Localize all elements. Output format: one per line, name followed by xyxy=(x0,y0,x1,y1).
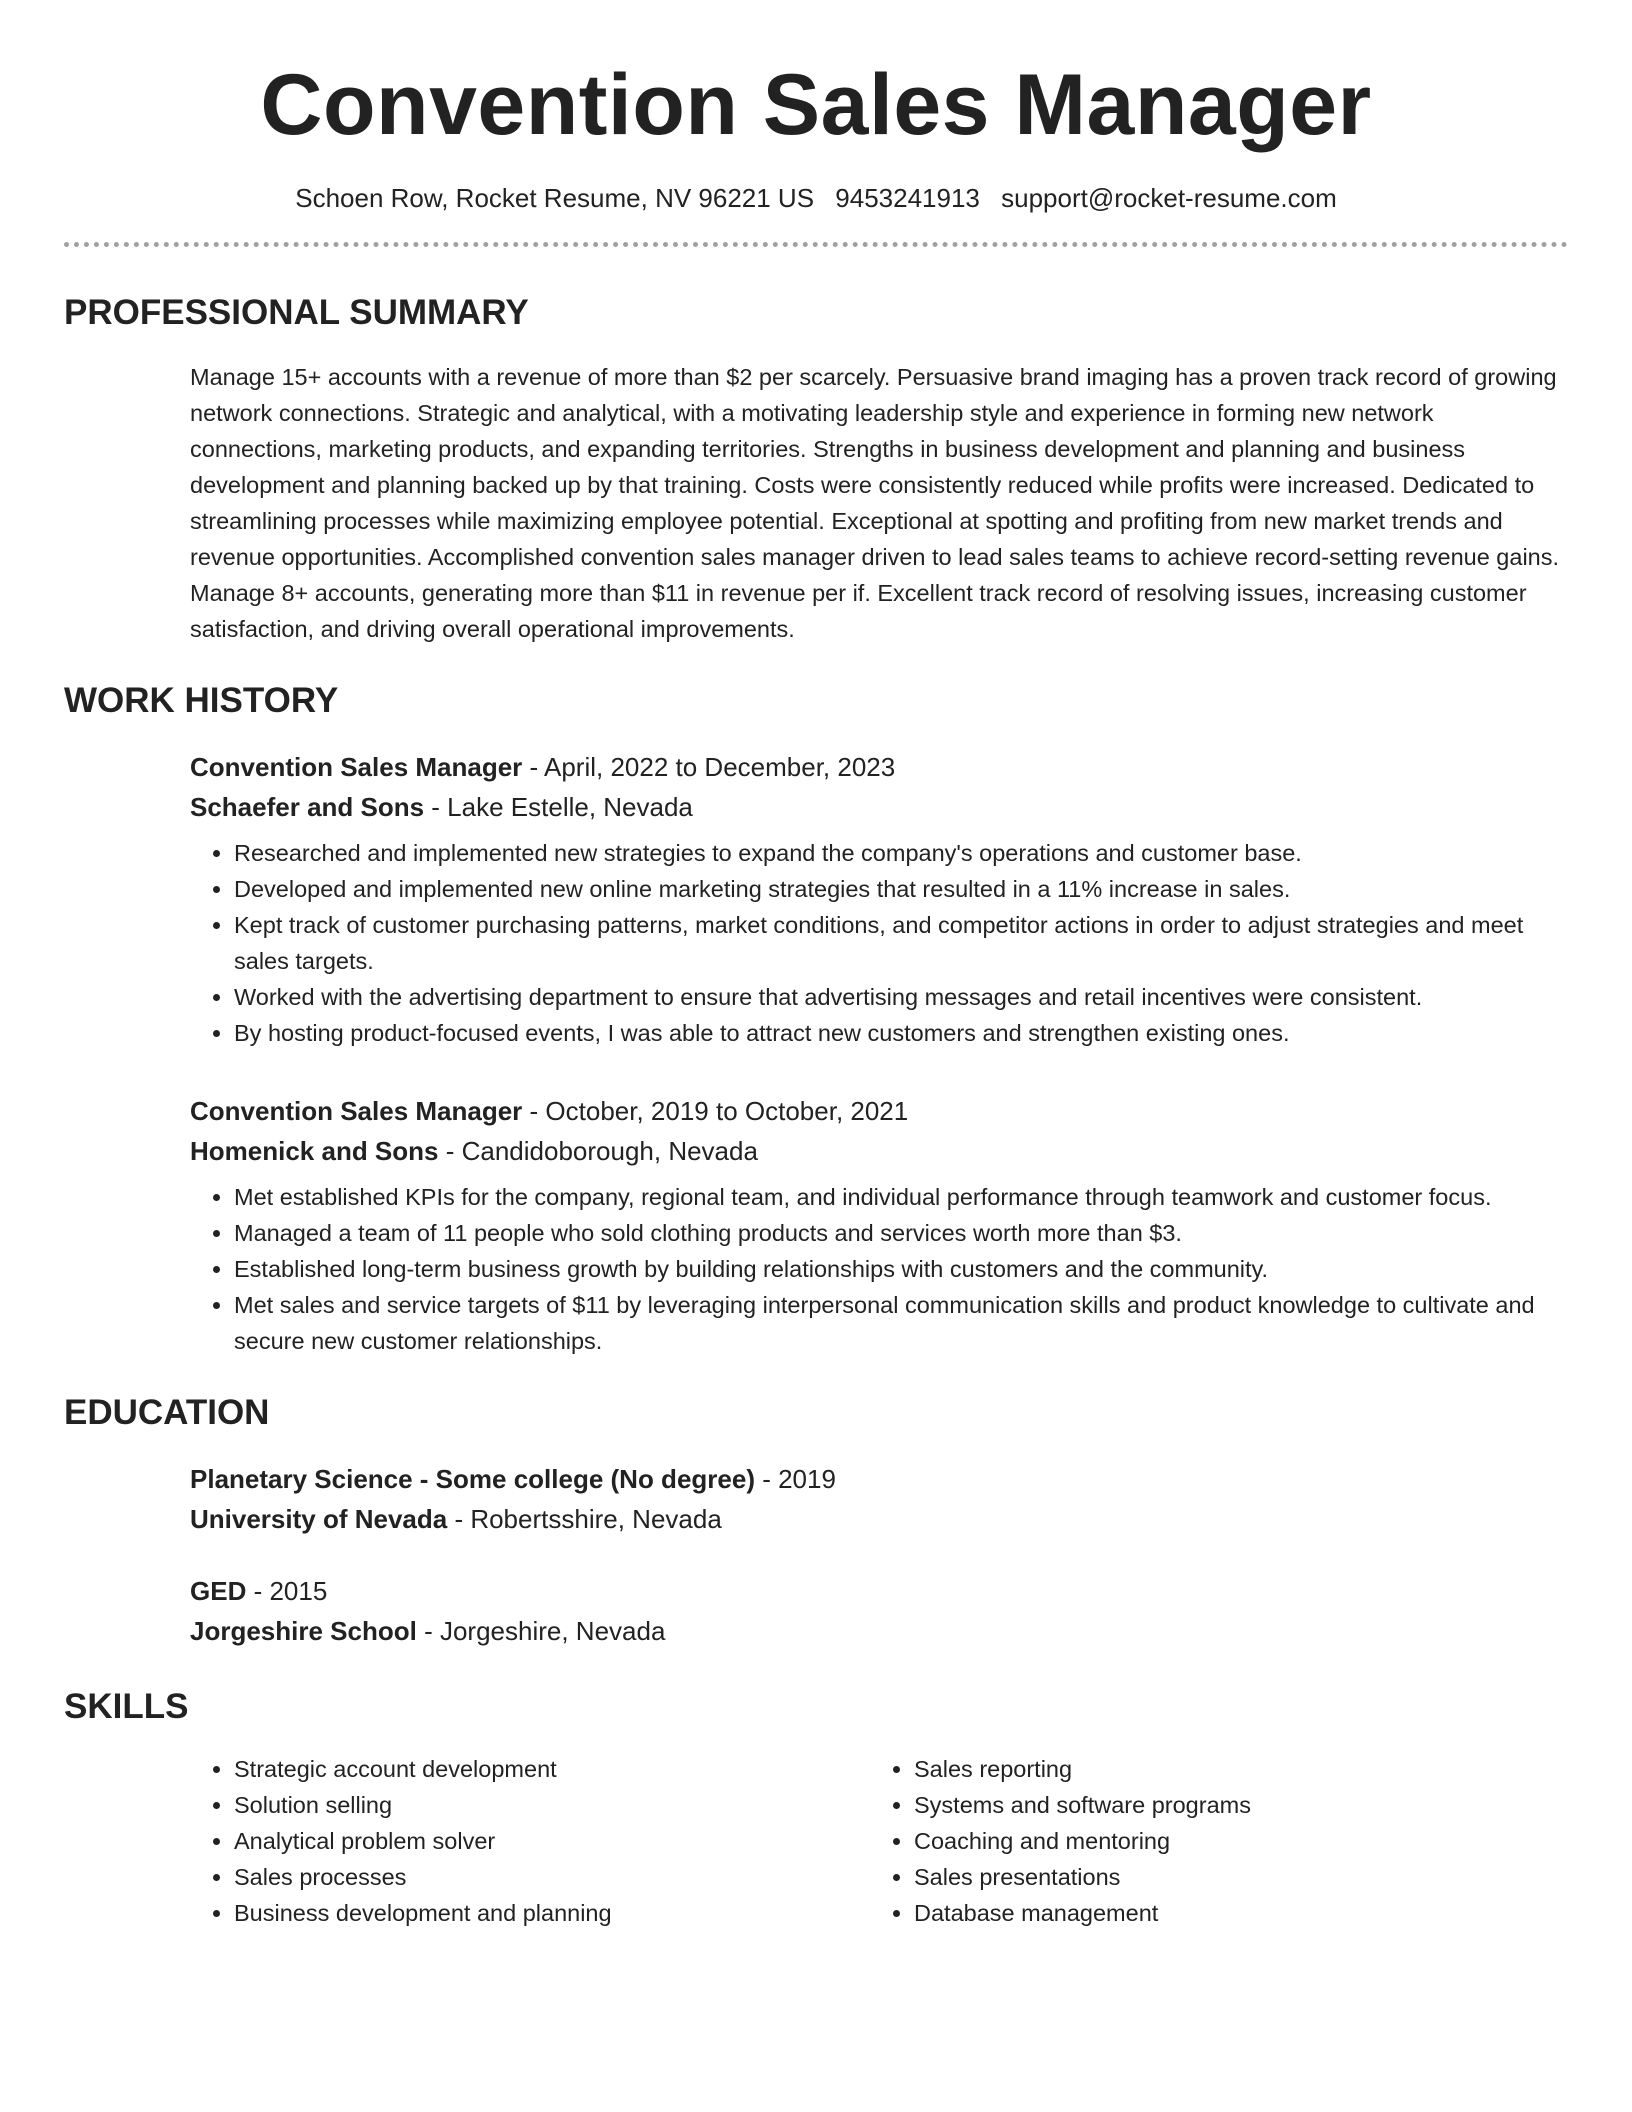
education-section xyxy=(64,1393,1568,1651)
education-location: - Jorgeshire, Nevada xyxy=(416,1615,666,1646)
skills-section xyxy=(64,1687,1568,1931)
job-company-line xyxy=(190,1131,1568,1171)
skill-item: • Solution selling xyxy=(234,1787,870,1823)
skill-item: • Sales reporting xyxy=(914,1751,1550,1787)
contact-address: Schoen Row, Rocket Resume, NV 96221 US xyxy=(295,182,815,213)
education-location: - Robertsshire, Nevada xyxy=(447,1503,722,1534)
job-bullet: • Established long-term business growth by building relationships with customers and the community. xyxy=(234,1251,1568,1287)
job-company: Homenick and Sons xyxy=(190,1135,439,1166)
skill-item: • Analytical problem solver xyxy=(234,1823,870,1859)
header-divider xyxy=(64,242,1568,247)
job-bullet: • Worked with the advertising department to ensure that advertising messages and retail incentives were consistent. xyxy=(234,979,1568,1015)
contact-email: support@rocket-resume.com xyxy=(1001,182,1337,213)
skill-item: • Database management xyxy=(914,1895,1550,1931)
work-history-title: WORK HISTORY xyxy=(64,680,339,720)
education-year: - 2015 xyxy=(246,1575,328,1606)
job-title-line xyxy=(190,1091,1568,1131)
education-school: Jorgeshire School xyxy=(190,1615,417,1646)
job-company-line xyxy=(190,787,1568,827)
job-role: Convention Sales Manager xyxy=(190,751,523,782)
job-bullets xyxy=(190,1179,1568,1359)
contact-line xyxy=(64,183,1568,214)
job-bullet: • Met sales and service targets of $11 by leveraging interpersonal communication skills and product knowledge to cultivate and secure new customer relationships. xyxy=(234,1287,1568,1359)
job-role: Convention Sales Manager xyxy=(190,1095,523,1126)
skill-item: • Coaching and mentoring xyxy=(914,1823,1550,1859)
education-degree-line xyxy=(190,1571,1568,1611)
job-bullet: • By hosting product-focused events, I was able to attract new customers and strengthen existing ones. xyxy=(234,1015,1568,1051)
contact-phone: 9453241913 xyxy=(835,182,980,213)
education-school: University of Nevada xyxy=(190,1503,448,1534)
skill-item: • Sales processes xyxy=(234,1859,870,1895)
education-year: - 2019 xyxy=(754,1463,836,1494)
job-dates: - April, 2022 to December, 2023 xyxy=(522,751,896,782)
skills-title: SKILLS xyxy=(64,1686,189,1726)
job-location: - Candidoborough, Nevada xyxy=(438,1135,758,1166)
job-bullets xyxy=(190,835,1568,1051)
education-school-line xyxy=(190,1611,1568,1651)
skill-item: • Strategic account development xyxy=(234,1751,870,1787)
job-location: - Lake Estelle, Nevada xyxy=(424,791,693,822)
job-dates: - October, 2019 to October, 2021 xyxy=(522,1095,909,1126)
education-degree: Planetary Science - Some college (No degree) xyxy=(190,1463,755,1494)
skill-item: • Business development and planning xyxy=(234,1895,870,1931)
job-title-line xyxy=(190,747,1568,787)
education-entry xyxy=(190,1459,1568,1539)
job-company: Schaefer and Sons xyxy=(190,791,425,822)
skills-column-right xyxy=(870,1751,1550,1931)
skill-item: • Systems and software programs xyxy=(914,1787,1550,1823)
summary-section xyxy=(64,293,1568,647)
job-entry xyxy=(190,1091,1568,1359)
skills-grid xyxy=(190,1751,1568,1931)
work-history-section xyxy=(64,681,1568,1359)
education-degree-line xyxy=(190,1459,1568,1499)
skill-item: • Sales presentations xyxy=(914,1859,1550,1895)
skills-column-left xyxy=(190,1751,870,1931)
education-degree: GED xyxy=(190,1575,247,1606)
summary-text: Manage 15+ accounts with a revenue of more than $2 per scarcely. Persuasive brand imaging has a proven track record of growing network connections. Strategic and analytical, with a motivating leadership style and experience in forming new network connections, marketing products, and expanding territories. Strengths in business development and planning and business development and planning backed up by that training. Costs were consistently reduced while profits were increased. Dedicated to streamlining processes while maximizing employee potential. Exceptional at spotting and profiting from new market trends and revenue opportunities. Accomplished convention sales manager driven to lead sales teams to achieve record-setting revenue gains. Manage 8+ accounts, generating more than $11 in revenue per if. Excellent track record of resolving issues, increasing customer satisfaction, and driving overall operational improvements. xyxy=(190,363,1560,642)
education-entry xyxy=(190,1571,1568,1651)
resume-name: Convention Sales Manager xyxy=(260,57,1372,153)
job-bullet: • Managed a team of 11 people who sold clothing products and services worth more than $3. xyxy=(234,1215,1568,1251)
job-bullet: • Researched and implemented new strategies to expand the company's operations and customer base. xyxy=(234,835,1568,871)
summary-title: PROFESSIONAL SUMMARY xyxy=(64,292,529,332)
job-bullet: • Kept track of customer purchasing patterns, market conditions, and competitor actions in order to adjust strategies and meet sales targets. xyxy=(234,907,1568,979)
job-bullet: • Met established KPIs for the company, regional team, and individual performance through teamwork and customer focus. xyxy=(234,1179,1568,1215)
education-title: EDUCATION xyxy=(64,1392,270,1432)
education-school-line xyxy=(190,1499,1568,1539)
job-entry xyxy=(190,747,1568,1051)
job-bullet: • Developed and implemented new online marketing strategies that resulted in a 11% increase in sales. xyxy=(234,871,1568,907)
